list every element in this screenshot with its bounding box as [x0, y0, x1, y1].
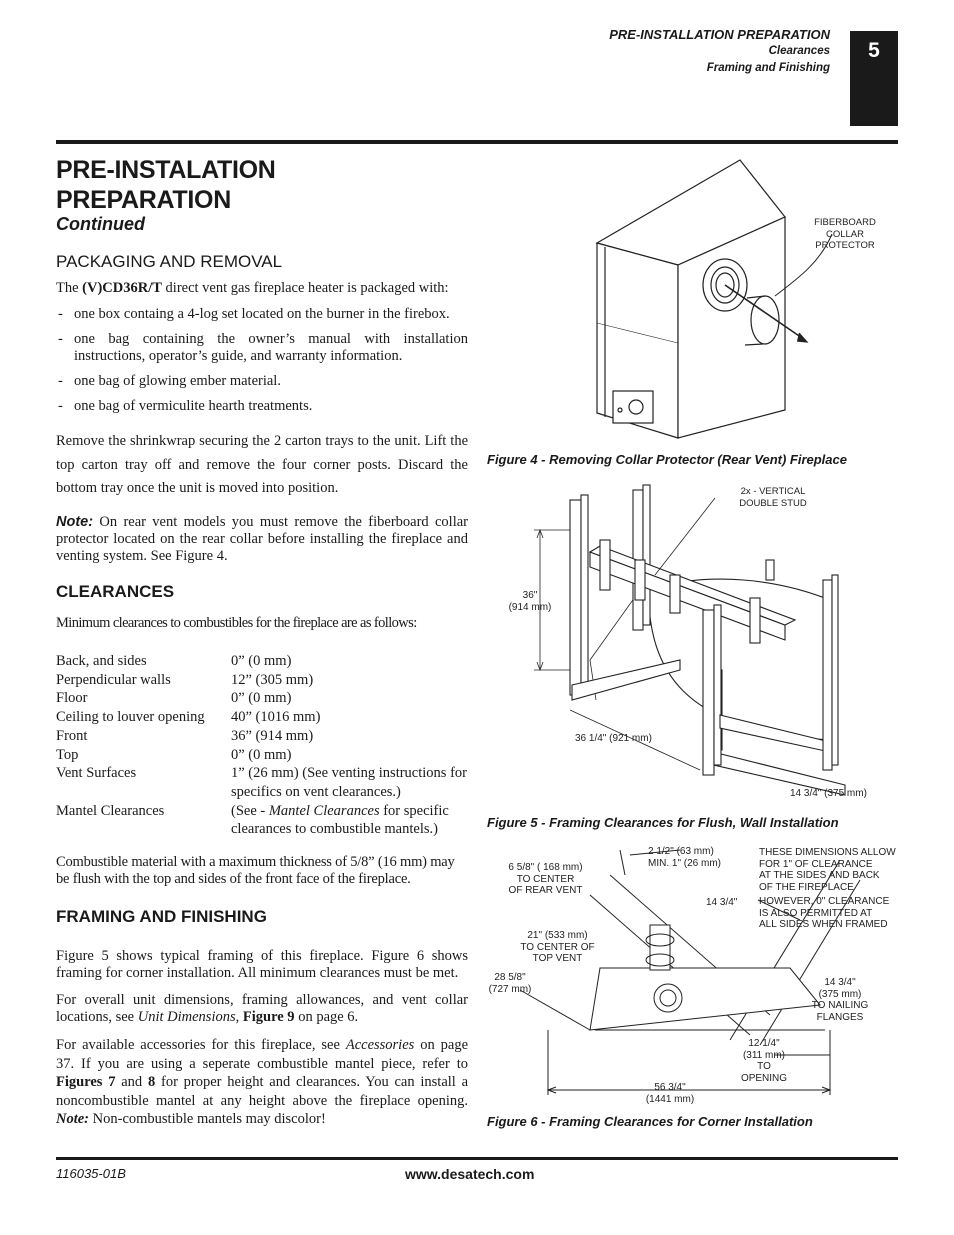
intro-pre: The	[56, 280, 83, 296]
table-row	[56, 746, 468, 765]
figure-6-left-dim: 28 5/8" (727 mm)	[488, 972, 532, 995]
p2-ref: Unit Dimensions	[137, 1009, 236, 1025]
figure-5-caption: Figure 5 - Framing Clearances for Flush, Wall Installation	[487, 815, 839, 830]
list-item: - one bag containing the owner’s manual with installation instructions, operator’s guide, and warranty information.	[56, 331, 468, 365]
table-row	[56, 652, 468, 671]
clearance-value: 36” (914 mm)	[231, 727, 314, 744]
figure-5-width-label: 36 1/4" (921 mm)	[575, 733, 652, 744]
table-row	[56, 689, 468, 708]
packaging-heading: PACKAGING AND REMOVAL	[56, 252, 283, 271]
table-row	[56, 727, 468, 746]
p3-b: on page 37. If you are using a seperate combustible mantel piece, refer to	[56, 1037, 469, 1072]
clearance-key: Perpendicular walls	[56, 671, 171, 688]
figure-4-drawing	[585, 155, 825, 450]
clearances-intro: Minimum clearances to combustibles for the fireplace are as follows:	[56, 615, 417, 631]
figure-6-side-dim: 14 3/4"	[706, 897, 738, 908]
table-row	[56, 764, 468, 801]
note-text: On rear vent models you must remove the fiberboard collar protector located on the rear collar before installing the fireplace and venting system. See Figure 4.	[56, 513, 468, 564]
list-item: - one bag of vermiculite hearth treatments.	[56, 398, 468, 415]
list-item: - one bag of glowing ember material.	[56, 373, 468, 390]
list-item: - one box containg a 4-log set located on the burner in the firebox.	[56, 306, 468, 323]
clearances-heading: CLEARANCES	[56, 582, 175, 601]
figure-5-height-label: 36" (914 mm)	[508, 590, 552, 613]
note-label: Note:	[56, 513, 94, 530]
p2-fig: Figure 9	[242, 1009, 295, 1025]
remove-instructions: Remove the shrinkwrap securing the 2 carton trays to the unit. Lift the top carton tray off and remove the four corner posts. Discard the bottom tray once the unit is moved into position.	[56, 433, 468, 496]
framing-p3	[56, 1036, 468, 1129]
clearance-value: 40” (1016 mm)	[231, 709, 321, 726]
header-section: PRE-INSTALLATION PREPARATION	[609, 27, 830, 42]
framing-p2	[56, 992, 468, 1026]
figure-5-stud-label: 2x - VERTICAL DOUBLE STUD	[739, 486, 807, 509]
combustible-note: Combustible material with a maximum thickness of 5/8” (16 mm) may be flush with the top and sides of the front face of the fireplace.	[56, 854, 455, 887]
p3-ref: Accessories	[345, 1037, 415, 1053]
p2-post: on page 6.	[294, 1009, 359, 1025]
website-link[interactable]: www.desatech.com	[405, 1166, 535, 1182]
figure-6-top-vent: 21" (533 mm) TO CENTER OF TOP VENT	[520, 930, 595, 964]
clearance-value: 0” (0 mm)	[231, 746, 292, 763]
clearances-table	[56, 652, 468, 839]
packaging-section	[56, 280, 468, 565]
p3-note: Note:	[56, 1111, 90, 1127]
p3-a: For available accessories for this fireplace, see	[56, 1037, 346, 1053]
figure-6-allow-note: THESE DIMENSIONS ALLOW FOR 1" OF CLEARANCE AT THE SIDES AND BACK OF THE FIREPLACE	[759, 847, 896, 893]
table-row	[56, 708, 468, 727]
figure-6-width-dim: 56 3/4" (1441 mm)	[645, 1082, 695, 1105]
table-row	[56, 802, 468, 839]
figure-6-rear-vent: 6 5/8" ( 168 mm) TO CENTER OF REAR VENT	[508, 862, 583, 896]
clearance-key: Vent Surfaces	[56, 765, 137, 782]
figure-6-top-clearance: 2 1/2" (63 mm) MIN. 1" (26 mm)	[648, 846, 721, 869]
doc-number: 116035-01B	[56, 1166, 126, 1181]
figure-5-drawing	[530, 480, 850, 810]
p2-mid: ,	[235, 1009, 243, 1025]
framing-section	[56, 948, 468, 1129]
header-rule	[56, 140, 898, 144]
clearance-key: Front	[56, 727, 88, 744]
model-number: (V)CD36R/T	[82, 280, 162, 296]
framing-p1: Figure 5 shows typical framing of this fireplace. Figure 6 shows framing for corner installation. All minimum clearances must be met.	[56, 948, 468, 981]
figure-6-caption: Figure 6 - Framing Clearances for Corner Installation	[487, 1114, 813, 1129]
clearance-value: 12” (305 mm)	[231, 671, 314, 688]
p3-d: Non-combustible mantels may discolor!	[89, 1111, 326, 1127]
p3-c: for proper height and clearances. You can install a noncombustible mantel at any height above the fireplace opening.	[56, 1074, 469, 1109]
title-line-2: PREPARATION	[56, 186, 231, 214]
figure-6-opening: 12 1/4" (311 mm) TO OPENING	[740, 1038, 788, 1084]
framing-heading: FRAMING AND FINISHING	[56, 907, 267, 926]
figure-6-nailing-flanges: 14 3/4" (375 mm) TO NAILING FLANGES	[811, 977, 869, 1023]
clearance-value: 1” (26 mm) (See venting instructions for specifics on vent clearances.)	[231, 765, 467, 800]
figure-5-depth-label: 14 3/4" (375 mm)	[790, 788, 867, 799]
clearance-key: Back, and sides	[56, 653, 147, 669]
clearance-key: Floor	[56, 690, 88, 707]
p3-fig7: Figures 7	[56, 1074, 116, 1090]
clearance-key: Mantel Clearances	[56, 802, 165, 819]
page-title	[56, 155, 276, 215]
packaging-intro	[56, 280, 468, 297]
figure-4-caption: Figure 4 - Removing Collar Protector (Rear Vent) Fireplace	[487, 452, 847, 467]
mantel-post: for specific clearances to combustible mantels.)	[231, 802, 449, 838]
footer-rule	[56, 1157, 898, 1160]
p2-pre: For overall unit dimensions, framing allowances, and vent collar locations, see	[56, 992, 468, 1025]
collar-note	[56, 514, 468, 565]
header-sub-framing: Framing and Finishing	[706, 62, 830, 74]
clearance-key: Top	[56, 746, 79, 763]
clearance-value	[231, 802, 468, 839]
clearance-key: Ceiling to louver opening	[56, 709, 205, 726]
clearance-value: 0” (0 mm)	[231, 653, 292, 669]
title-continued: Continued	[56, 214, 145, 234]
page-number-tab: 5	[850, 31, 898, 126]
title-line-1: PRE-INSTALATION	[56, 156, 276, 184]
header-sub-clearances: Clearances	[768, 45, 830, 57]
figure-4-label: FIBERBOARD COLLAR PROTECTOR	[814, 217, 876, 251]
mantel-ref: Mantel Clearances	[268, 802, 380, 819]
intro-post: direct vent gas fireplace heater is packaged with:	[161, 280, 449, 296]
figure-6-however-note: HOWEVER, 0" CLEARANCE IS ALSO PERMITTED AT ALL SIDES WHEN FRAMED	[759, 896, 890, 930]
table-row	[56, 671, 468, 690]
mantel-pre: (See -	[231, 802, 269, 819]
p3-fig8: 8	[147, 1074, 156, 1090]
package-contents-list	[56, 306, 468, 415]
clearance-value: 0” (0 mm)	[231, 690, 292, 707]
p3-and: and	[115, 1074, 148, 1090]
